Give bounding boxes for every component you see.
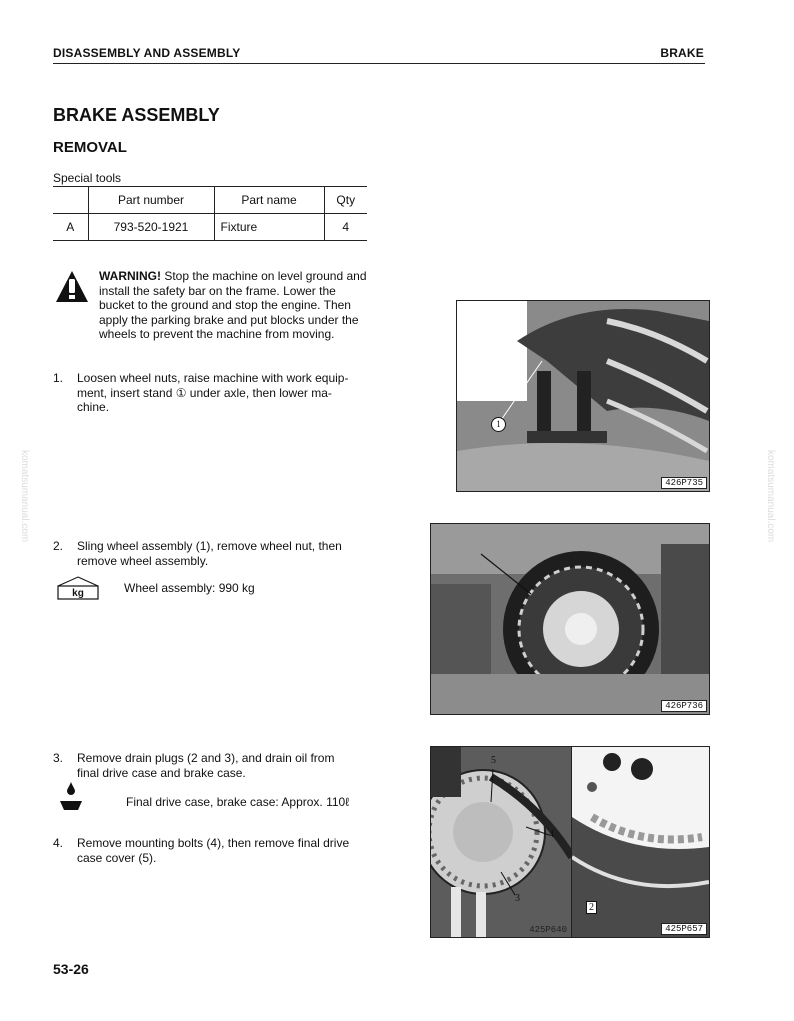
step-line: Remove drain plugs (2 and 3), and drain oil from bbox=[77, 751, 335, 765]
warning-text bbox=[99, 269, 369, 342]
photo-callout: 2 bbox=[586, 901, 597, 914]
step-number: 1. bbox=[53, 371, 64, 385]
table-cell-qty: 4 bbox=[324, 214, 367, 241]
step-line: case cover (5). bbox=[77, 850, 157, 865]
table-cell-part-name: Fixture bbox=[214, 214, 324, 241]
kg-icon-label: kg bbox=[72, 588, 84, 599]
step-number: 4. bbox=[53, 836, 64, 850]
step-line: Remove mounting bolts (4), then remove final drive bbox=[77, 836, 350, 850]
weight-kg-icon bbox=[56, 576, 100, 600]
table-header-cell: Part number bbox=[88, 187, 214, 214]
step-line: final drive case and brake case. bbox=[77, 765, 246, 780]
step-number: 2. bbox=[53, 539, 64, 553]
step-1 bbox=[53, 371, 373, 417]
step-line: Loosen wheel nuts, raise machine with work equip- bbox=[77, 371, 349, 385]
warning-icon bbox=[55, 270, 89, 304]
table-cell-part-number: 793-520-1921 bbox=[88, 214, 214, 241]
photo-callout: 1 bbox=[491, 417, 506, 432]
watermark-right: komatsumanual.com bbox=[765, 450, 776, 543]
step-2 bbox=[53, 539, 373, 571]
header-rule bbox=[53, 63, 705, 64]
photo-machine-on-stand bbox=[456, 300, 710, 492]
step-line: chine. bbox=[77, 400, 110, 415]
photo-callout: 4 bbox=[549, 829, 554, 840]
photo-wheel-assembly bbox=[430, 523, 710, 715]
table-row bbox=[53, 214, 367, 241]
table-cell-id: A bbox=[53, 214, 88, 241]
warning-label: WARNING! bbox=[99, 269, 161, 283]
oil-note: Final drive case, brake case: Approx. 110ℓ bbox=[126, 795, 350, 809]
section-subtitle: REMOVAL bbox=[53, 139, 127, 156]
photo-label: 425P640 bbox=[529, 925, 567, 935]
special-tools-label: Special tools bbox=[53, 171, 122, 185]
step-4 bbox=[53, 836, 373, 868]
page-number: 53-26 bbox=[53, 961, 89, 977]
photo-callout: 3 bbox=[515, 893, 520, 904]
photo-callout: 5 bbox=[491, 755, 496, 766]
warning-body: Stop the machine on level ground and install the safety bar on the frame. Lower the bucket to the ground and stop the engine. Then apply the parking brake and put blocks under the wheels to prevent the machine from moving. bbox=[99, 269, 367, 342]
table-header-row bbox=[53, 187, 367, 214]
special-tools-table bbox=[53, 186, 367, 241]
step-line: ment, insert stand ① under axle, then lower ma- bbox=[77, 385, 332, 400]
table-header-cell: Qty bbox=[324, 187, 367, 214]
step-line: remove wheel assembly. bbox=[77, 553, 209, 568]
photo-drain-plug bbox=[571, 746, 710, 938]
table-header-cell: Part name bbox=[214, 187, 324, 214]
table-header-cell bbox=[53, 187, 88, 214]
weight-note: Wheel assembly: 990 kg bbox=[124, 581, 255, 595]
step-number: 3. bbox=[53, 751, 64, 765]
photo-label: 425P657 bbox=[661, 923, 707, 935]
header-chapter: BRAKE bbox=[660, 46, 704, 60]
watermark-left: komatsumanual.com bbox=[19, 450, 30, 543]
page-title: BRAKE ASSEMBLY bbox=[53, 105, 220, 125]
photo-label: 426P735 bbox=[661, 477, 707, 489]
step-line: Sling wheel assembly (1), remove wheel nut, then bbox=[77, 539, 342, 553]
photo-label: 426P736 bbox=[661, 700, 707, 712]
photo-final-drive-cover bbox=[430, 746, 573, 938]
oil-drain-icon bbox=[58, 781, 84, 811]
header-section-title: DISASSEMBLY AND ASSEMBLY bbox=[53, 46, 241, 60]
step-3 bbox=[53, 751, 373, 783]
